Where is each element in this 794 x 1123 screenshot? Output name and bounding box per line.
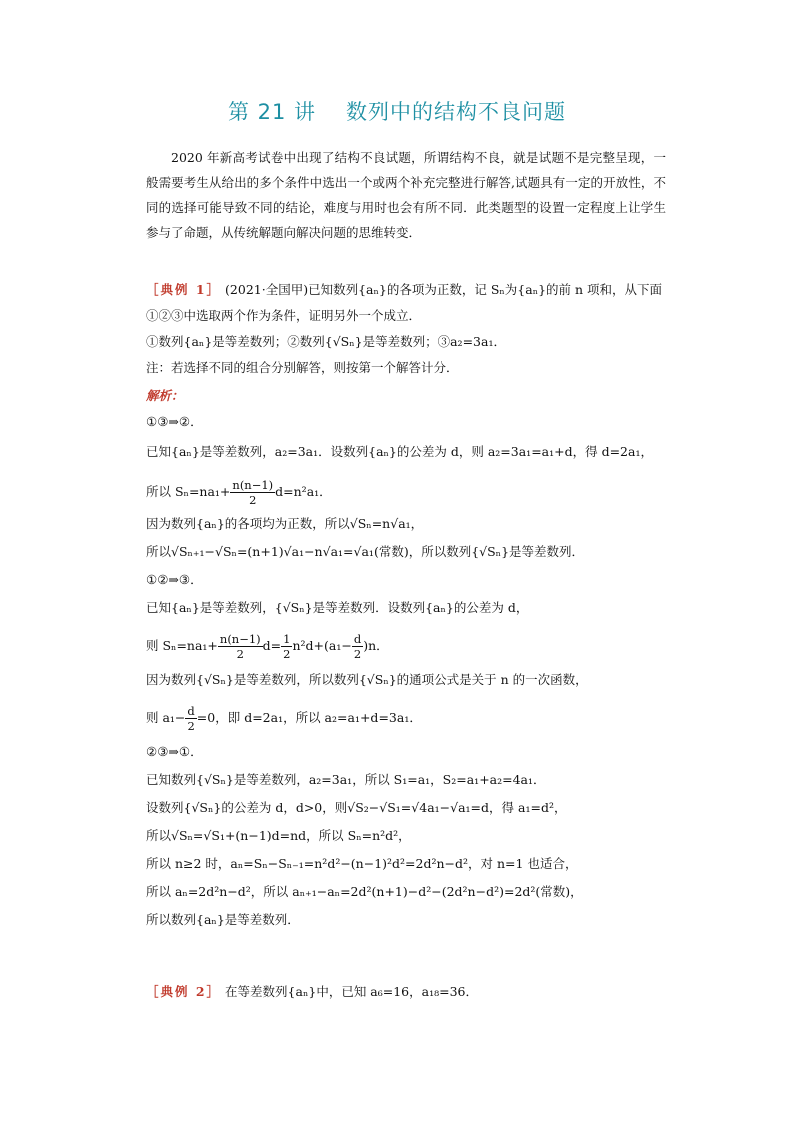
solution-line: 设数列{√Sₙ}的公差为 d，d>0，则√S₂−√S₁=√4a₁−√a₁=d，得 a₁=d²， [146,800,567,815]
example-1-question-line-2: ①②③中选取两个作为条件，证明另外一个成立． [146,308,422,323]
case-1-heading: ①③⇒②． [146,414,203,429]
lecture-number: 第 21 讲 [227,100,317,124]
page-title [0,96,794,126]
intro-paragraph: 2020 年新高考试卷中出现了结构不良试题，所谓结构不良，就是试题不是完整呈现，一般需要考生从给出的多个条件中选出一个或两个补充完整进行解答,试题具有一定的开放性，不同的选择可能导致不同的结论，难度与用时也会有所不同．此类题型的设置一定程度上让学生参与了命题，从传统解题向解决问题的思维转变． [146,150,666,240]
solution-line-fraction: 则 a₁− $\frac{d}{2}$ =0，即 d=2a₁，所以 a₂=a₁+d=3a₁． [146,704,422,733]
fraction: $\frac{d}{2}$ [353,632,362,661]
solution-line: 所以 n≥2 时，aₙ=Sₙ−Sₙ₋₁=n²d²−(n−1)²d²=2d²n−d²，对 n=1 也适合， [146,856,578,871]
solution-line: 已知数列{√Sₙ}是等差数列，a₂=3a₁，所以 S₁=a₁，S₂=a₁+a₂=4a₁． [146,772,546,787]
fraction: $\frac{n(n-1)}{2}$ [232,478,274,507]
solution-line-fraction: 则 Sₙ=na₁+ $\frac{n(n-1)}{2}$ d= $\frac{1}{2}$ n²d+(a₁− $\frac{d}{2}$ )n． [146,632,389,661]
solution-line: 所以 aₙ=2d²n−d²，所以 aₙ₊₁−aₙ=2d²(n+1)−d²−(2d²n−d²)=2d²(常数)， [146,884,583,899]
example-1-note: 注：若选择不同的组合分别解答，则按第一个解答计分． [146,360,459,375]
lecture-name: 数列中的结构不良问题 [346,100,567,124]
case-3-heading: ②③⇒①． [146,744,203,759]
example-1-tag: ［典例 1］ [146,282,222,297]
example-2-tag: ［典例 2］ [146,984,222,999]
fraction: $\frac{1}{2}$ [283,632,291,661]
solution-line: 因为数列{aₙ}的各项均为正数，所以√Sₙ=n√a₁， [146,516,424,531]
solution-line: 所以数列{aₙ}是等差数列． [146,912,300,927]
case-2-heading: ①②⇒③． [146,572,203,587]
fraction: $\frac{n(n-1)}{2}$ [219,632,261,661]
example-1-conditions: ①数列{aₙ}是等差数列；②数列{√Sₙ}是等差数列；③a₂=3a₁． [146,334,506,349]
solution-line: 所以√Sₙ₊₁−√Sₙ=(n+1)√a₁−n√a₁=√a₁(常数)，所以数列{√Sₙ}是等差数列． [146,544,585,559]
solution-label: 解析： [146,388,184,403]
solution-line: 因为数列{√Sₙ}是等差数列，所以数列{√Sₙ}的通项公式是关于 n 的一次函数， [146,672,588,687]
solution-line-fraction: 所以 Sₙ=na₁+ $\frac{n(n-1)}{2}$ d=n²a₁． [146,478,332,507]
solution-line: 已知{aₙ}是等差数列，a₂=3a₁．设数列{aₙ}的公差为 d，则 a₂=3a₁=a₁+d，得 d=2a₁， [146,444,653,459]
fraction: $\frac{d}{2}$ [187,704,195,733]
solution-line: 已知{aₙ}是等差数列，{√Sₙ}是等差数列．设数列{aₙ}的公差为 d， [146,600,529,615]
example-1-question-line-1: ［典例 1］ (2021·全国甲)已知数列{aₙ}的各项为正数，记 Sₙ为{aₙ}的前 n 项和，从下面 [146,282,663,297]
example-2-question: ［典例 2］ 在等差数列{aₙ}中，已知 a₆=16，a₁₈=36． [146,984,478,999]
solution-line: 所以√Sₙ=√S₁+(n−1)d=nd，所以 Sₙ=n²d²， [146,828,411,843]
